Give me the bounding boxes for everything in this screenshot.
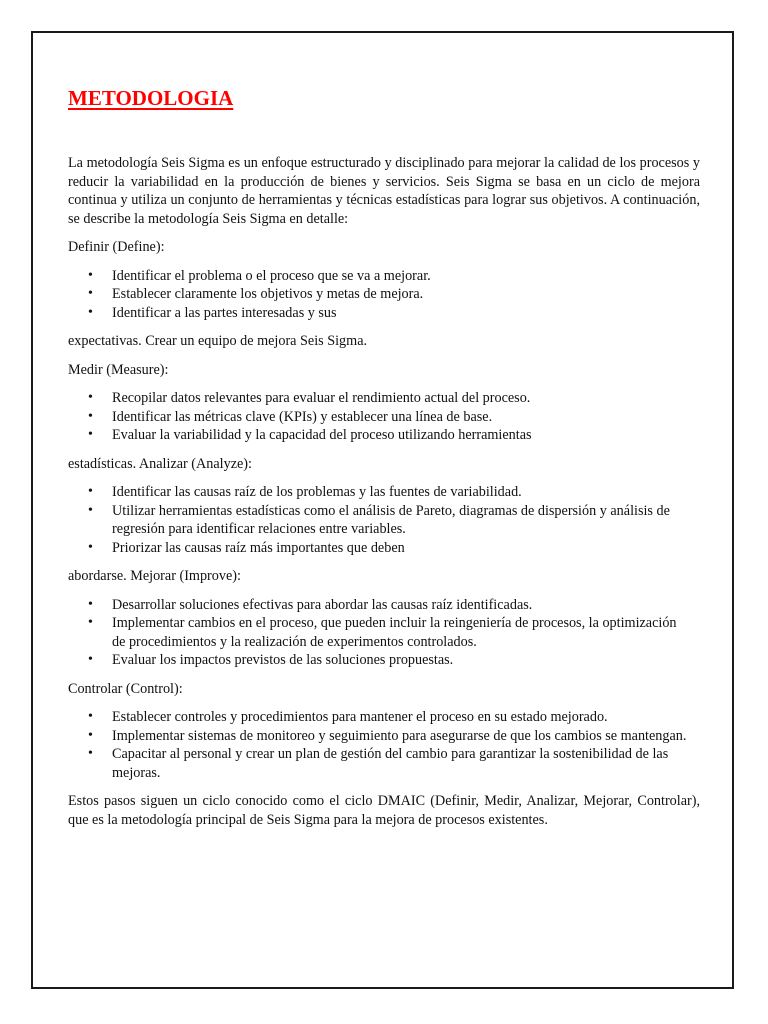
list-item: • Capacitar al personal y crear un plan de gestión del cambio para garantizar la sostenibilidad de las mejoras. <box>112 745 700 782</box>
document-body <box>68 86 700 829</box>
define-heading: Definir (Define): <box>68 239 165 255</box>
improve-list <box>68 596 700 670</box>
define-continuation: expectativas. Crear un equipo de mejora Seis Sigma. <box>68 333 368 349</box>
page-title: METODOLOGIA <box>68 86 234 110</box>
analyze-continuation: abordarse. Mejorar (Improve): <box>68 568 241 584</box>
analyze-list <box>68 483 700 557</box>
list-item: • Identificar las métricas clave (KPIs) y establecer una línea de base. <box>112 408 700 427</box>
list-item: • Identificar el problema o el proceso que se va a mejorar. <box>112 267 700 286</box>
list-item: • Establecer controles y procedimientos para mantener el proceso en su estado mejorado. <box>112 708 700 727</box>
measure-list <box>68 389 700 445</box>
measure-continuation: estadísticas. Analizar (Analyze): <box>68 455 252 472</box>
list-item: • Implementar cambios en el proceso, que pueden incluir la reingeniería de procesos, la optimización de procedimientos y la realización de experimentos controlados. <box>112 614 700 651</box>
list-item: • Recopilar datos relevantes para evaluar el rendimiento actual del proceso. <box>112 389 700 408</box>
list-item: • Establecer claramente los objetivos y metas de mejora. <box>112 285 700 304</box>
list-item: • Evaluar la variabilidad y la capacidad del proceso utilizando herramientas <box>112 426 700 445</box>
control-heading: Controlar (Control): <box>68 680 183 697</box>
list-item: • Evaluar los impactos previstos de las soluciones propuestas. <box>112 651 700 670</box>
list-item: • Desarrollar soluciones efectivas para abordar las causas raíz identificadas. <box>112 596 700 615</box>
control-list <box>68 708 700 782</box>
list-item: • Identificar a las partes interesadas y sus <box>112 304 700 323</box>
intro-paragraph: La metodología Seis Sigma es un enfoque estructurado y disciplinado para mejorar la calidad de los procesos y reducir la variabilidad en la producción de bienes y servicios. Seis Sigma se basa en un ciclo de mejora continua y utiliza un conjunto de herramientas y técnicas estadísticas para lograr sus objetivos. A continuación, se describe la metodología Seis Sigma en detalle: <box>68 155 700 227</box>
list-item: • Identificar las causas raíz de los problemas y las fuentes de variabilidad. <box>112 483 700 502</box>
conclusion-paragraph: Estos pasos siguen un ciclo conocido como el ciclo DMAIC (Definir, Medir, Analizar, Mejorar, Controlar), que es la metodología principal de Seis Sigma para la mejora de procesos existentes. <box>68 793 700 828</box>
list-item: • Implementar sistemas de monitoreo y seguimiento para asegurarse de que los cambios se mantengan. <box>112 727 700 746</box>
measure-heading: Medir (Measure): <box>68 361 169 378</box>
define-list <box>68 267 700 323</box>
list-item: • Utilizar herramientas estadísticas como el análisis de Pareto, diagramas de dispersión y análisis de regresión para identificar relaciones entre variables. <box>112 502 700 539</box>
list-item: • Priorizar las causas raíz más importantes que deben <box>112 539 700 558</box>
